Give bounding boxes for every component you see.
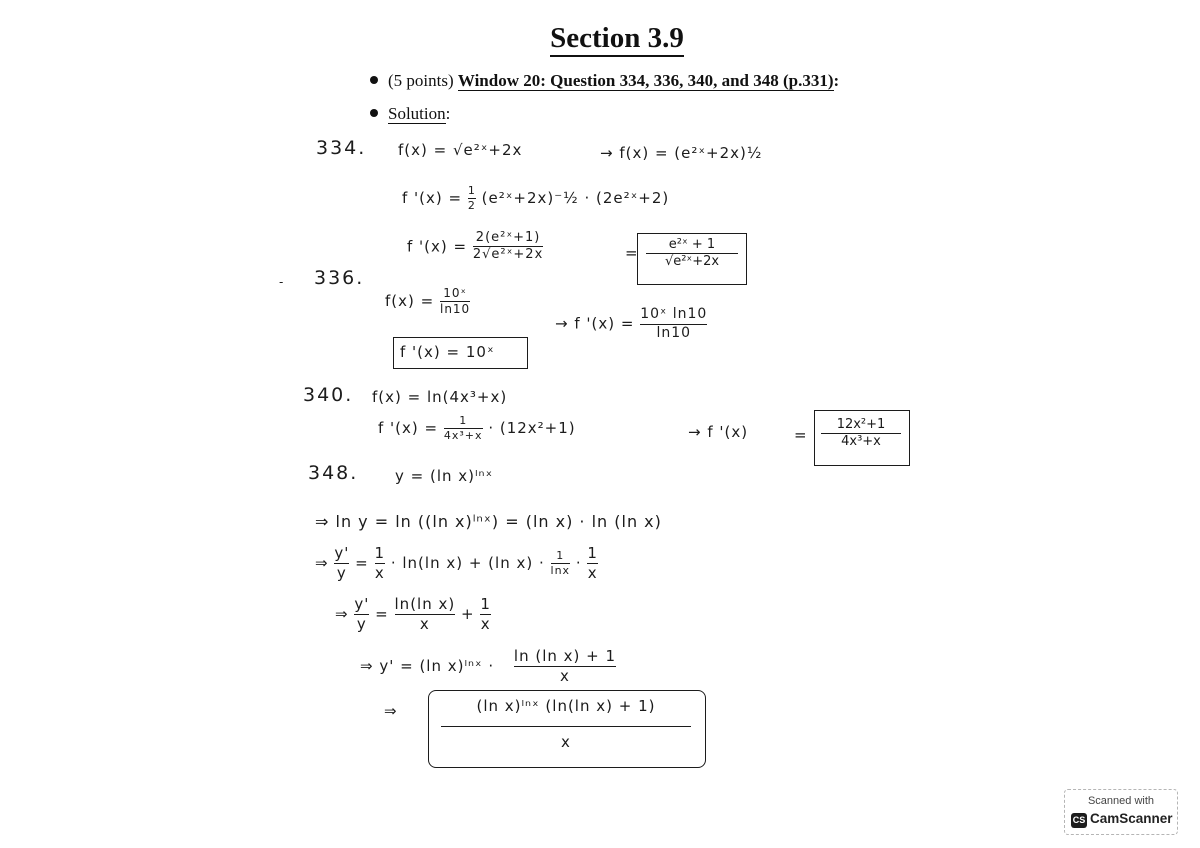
q340-label: 340. [303, 384, 354, 406]
q348-line2: ⇒ ln y = ln ((ln x)ˡⁿˣ) = (ln x) · ln (ln x) [315, 512, 662, 531]
solution-suffix: : [445, 104, 451, 123]
solution-label: Solution [388, 104, 446, 123]
q348-line5-den: x [514, 666, 616, 686]
q336-line1 [385, 286, 470, 317]
q340-line1: f(x) = ln(4x³+x) [372, 388, 508, 406]
q334-line3-lhs: f '(x) = [407, 237, 468, 256]
q348-line4-lhs-den: y [354, 614, 369, 634]
q348-label: 348. [308, 462, 359, 484]
q334-line3-eq: = [625, 244, 639, 262]
q334-line3 [407, 230, 543, 264]
q348-line4-plus: + [461, 604, 475, 623]
q348-line3-dot: · [575, 553, 582, 572]
q348-line4 [335, 595, 491, 634]
q340-num: 1 [459, 414, 468, 427]
q340-arrow: → f '(x) [688, 423, 749, 441]
q348-line3-lhs [334, 544, 349, 583]
q336-line1-rhs [555, 306, 707, 342]
q334-line2-rhs: (e²ˣ+2x)⁻½ · (2e²ˣ+2) [481, 188, 670, 207]
q348-line5 [360, 647, 616, 686]
q334-answer-box [637, 233, 747, 285]
q348-line3-b-den: lnx [550, 563, 571, 577]
assignment-bullet [370, 71, 839, 91]
q340-den: 4x³+x [443, 428, 483, 442]
camscanner-logo-icon: CS [1071, 813, 1087, 828]
q334-line3-num: 2(e²ˣ+1) [475, 230, 541, 245]
q336-label: 336. [314, 267, 365, 289]
bullet-dot-icon [370, 109, 378, 117]
q340-answer-den: 4x³+x [821, 433, 901, 450]
q340-answer-fraction [821, 417, 901, 451]
q348-line3-eq: = [355, 553, 369, 572]
q340-line2 [378, 414, 576, 443]
q334-line1-rhs: → f(x) = (e²ˣ+2x)½ [600, 144, 763, 162]
q348-line1: y = (ln x)ˡⁿˣ [395, 467, 494, 485]
camscanner-watermark [1064, 789, 1178, 835]
assignment-points: (5 points) [388, 71, 454, 90]
q334-line3-den: 2√e²ˣ+2x [472, 247, 544, 263]
q348-line4-den: x [395, 614, 456, 634]
q348-line3-c [587, 544, 598, 583]
q348-line4-b-den: x [480, 614, 491, 633]
q348-answer-fraction [441, 697, 691, 752]
q340-line2-lhs: f '(x) = [378, 418, 439, 437]
q336-num: 10ˣ [443, 286, 467, 300]
q340-eq: = [794, 426, 808, 444]
q348-line4-b-num: 1 [480, 595, 491, 613]
assignment-suffix: : [833, 71, 840, 90]
q348-answer-den: x [441, 726, 691, 752]
q348-line3-lhs-den: y [334, 563, 349, 583]
margin-mark: - [279, 275, 284, 289]
q348-line4-num: ln(ln x) [394, 595, 456, 613]
q348-line5-fraction [514, 647, 616, 686]
q334-label: 334. [316, 137, 367, 159]
q336-rhs-den: ln10 [640, 324, 707, 343]
q348-line3-b [551, 549, 571, 578]
q336-rhs-num: 10ˣ ln10 [640, 306, 708, 322]
q348-line3-b-num: 1 [556, 549, 565, 562]
q348-line3-a [375, 544, 386, 583]
q334-answer-fraction [646, 237, 738, 271]
q348-line3-c-num: 1 [587, 544, 598, 562]
q348-line3-c-den: x [587, 563, 598, 582]
q348-line5-lhs: ⇒ y' = (ln x)ˡⁿˣ · [360, 656, 495, 675]
q336-den: ln10 [439, 302, 471, 316]
q336-answer-box [393, 337, 528, 369]
q348-line4-lhs [354, 595, 369, 634]
q336-fraction [440, 286, 470, 317]
q348-line3-prefix: ⇒ [315, 553, 329, 572]
q348-line6-prefix: ⇒ [384, 702, 398, 720]
q348-line4-lhs-num: y' [354, 595, 370, 613]
q348-line3-mid: · ln(ln x) + (ln x) · [390, 553, 545, 572]
q348-line5-num: ln (ln x) + 1 [513, 647, 617, 665]
q348-answer-num: (ln x)ˡⁿˣ (ln(ln x) + 1) [476, 697, 656, 715]
page-title [0, 22, 1200, 55]
q348-line3-a-num: 1 [374, 544, 386, 562]
watermark-brand: CamScanner [1090, 811, 1173, 826]
q340-answer-num: 12x²+1 [836, 417, 886, 432]
q340-line2-rhs: · (12x²+1) [488, 418, 576, 437]
q334-line3-fraction [473, 230, 543, 264]
q334-line2-lhs: f '(x) = [402, 188, 463, 207]
q348-line4-b [480, 595, 491, 634]
q348-answer-box [428, 690, 706, 768]
q334-half-den: 2 [467, 198, 476, 212]
q334-line2 [402, 184, 669, 213]
q336-rhs-lhs: → f '(x) = [555, 314, 635, 333]
solution-bullet [370, 104, 450, 124]
q348-line4-prefix: ⇒ [335, 604, 349, 623]
q340-answer-box [814, 410, 910, 466]
q348-line3 [315, 544, 598, 583]
assignment-text: Window 20: Question 334, 336, 340, and 348 (p.331) [457, 71, 834, 90]
q348-line3-lhs-num: y' [334, 544, 350, 562]
q340-fraction [444, 414, 483, 443]
q348-line4-main [395, 595, 456, 634]
q336-rhs-fraction [640, 306, 707, 342]
section-title: Section 3.9 [550, 22, 684, 57]
q336-answer: f '(x) = 10ˣ [400, 343, 495, 361]
q334-answer-den: √e²ˣ+2x [646, 253, 738, 270]
q334-half-num: 1 [467, 184, 476, 197]
q348-line4-eq: = [375, 604, 389, 623]
q348-line3-a-den: x [374, 563, 385, 582]
q334-answer-num: e²ˣ + 1 [668, 237, 716, 252]
q336-line1-lhs: f(x) = [385, 292, 435, 310]
q334-line1-lhs: f(x) = √e²ˣ+2x [398, 141, 523, 159]
watermark-caption: Scanned with [1087, 795, 1155, 807]
bullet-dot-icon [370, 76, 378, 84]
q334-half-fraction [468, 184, 476, 213]
